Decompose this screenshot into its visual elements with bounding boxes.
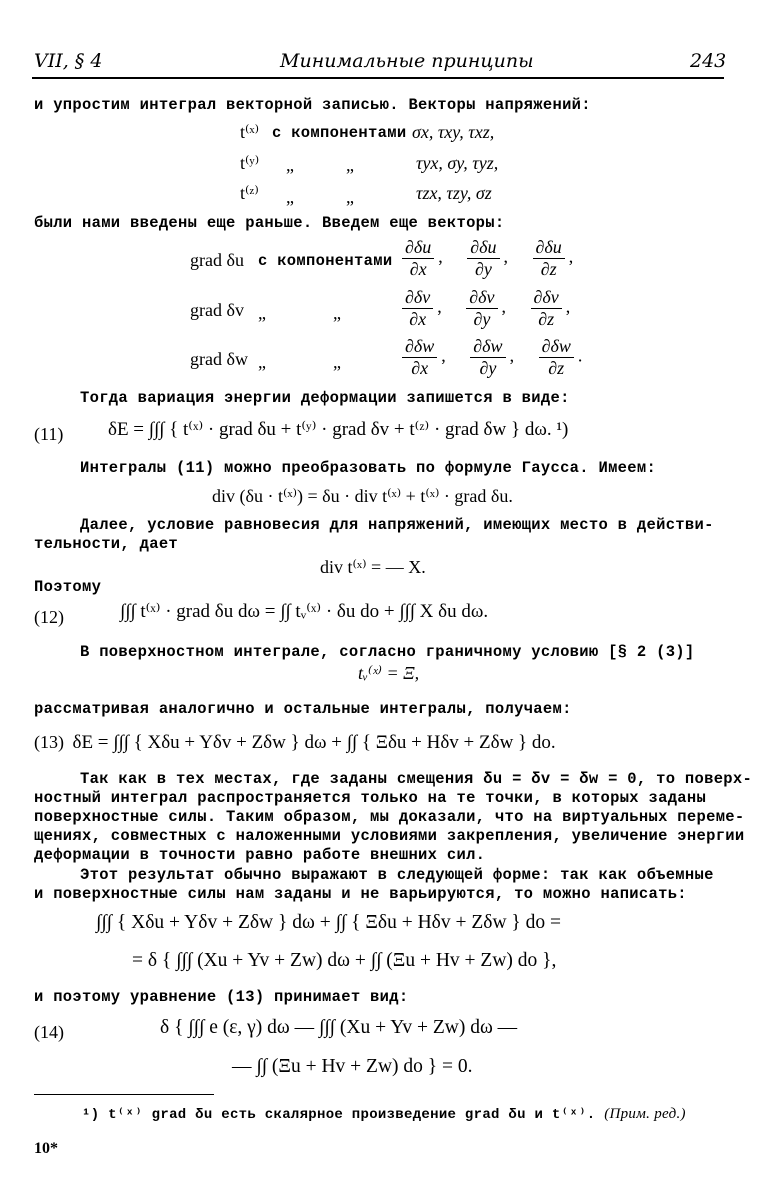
- vector-components: σx, τxy, τxz,: [412, 122, 495, 142]
- paragraph: Тогда вариация энергии деформации запишется в виде:: [80, 389, 570, 407]
- ditto-mark: „: [346, 155, 354, 175]
- equilibrium-formula: div t⁽ˣ⁾ = — X.: [320, 557, 426, 577]
- signature-mark: 10*: [34, 1140, 58, 1157]
- paragraph: щениях, совместных с наложенными условиями закрепления, увеличение энергии: [34, 827, 745, 845]
- ditto-mark: „: [286, 155, 294, 175]
- paragraph: Далее, условие равновесия для напряжений, имеющих место в действи-: [80, 516, 714, 534]
- equation-number: (12): [34, 607, 64, 627]
- vector-components: τzx, τzy, σz: [416, 183, 492, 203]
- ditto-mark: „: [346, 187, 354, 207]
- vector-name: t⁽ʸ⁾: [240, 153, 260, 173]
- paragraph: тельности, дает: [34, 535, 179, 553]
- paragraph: Так как в тех местах, где заданы смещения δu = δv = δw = 0, то поверх-: [80, 770, 753, 788]
- grad-components: $\frac{\partial\delta w}{\partial x}$ , $\frac{\partial\delta w}{\partial y}$ , $\frac{\partial\delta w}{\partial z}$ .: [398, 336, 582, 379]
- equation-13: (13) δE = ∫∫∫ { Xδu + Yδv + Zδw } dω + ∫∫ { Ξδu + Hδv + Zδw } do.: [34, 732, 556, 753]
- equation-14-line1: δ { ∫∫∫ e (ε, γ) dω — ∫∫∫ (Xu + Yv + Zw) dω —: [160, 1017, 518, 1038]
- equation-number: (11): [34, 424, 64, 444]
- paragraph: Интегралы (11) можно преобразовать по формуле Гаусса. Имеем:: [80, 459, 657, 477]
- boundary-condition: tᵥ⁽ˣ⁾ = Ξ,: [358, 663, 420, 683]
- header-title: Минимальные принципы: [280, 50, 534, 72]
- work-equation-line2: = δ { ∫∫∫ (Xu + Yv + Zw) dω + ∫∫ (Ξu + Hv + Zw) do },: [132, 950, 557, 971]
- grad-components: $\frac{\partial\delta u}{\partial x}$ , $\frac{\partial\delta u}{\partial y}$ , $\frac{\partial\delta u}{\partial z}$ ,: [398, 237, 573, 280]
- grad-name: grad δu: [190, 250, 244, 270]
- header-section: VII, § 4: [34, 50, 103, 72]
- paragraph: В поверхностном интеграле, согласно граничному условию [§ 2 (3)]: [80, 643, 695, 661]
- paragraph: Поэтому: [34, 578, 102, 596]
- footnote-note: (Прим. ред.): [604, 1106, 686, 1122]
- ditto-mark: „: [258, 352, 266, 372]
- footnote-rule: [34, 1094, 214, 1095]
- paragraph: были нами введены еще раньше. Введем еще векторы:: [34, 214, 505, 232]
- grad-name: grad δv: [190, 300, 244, 320]
- paragraph: деформации в точности равно работе внешних сил.: [34, 846, 486, 864]
- equation-12: ∫∫∫ t⁽ˣ⁾ · grad δu dω = ∫∫ tᵥ⁽ˣ⁾ · δu do + ∫∫∫ X δu dω.: [120, 601, 489, 622]
- footnote: [82, 1106, 686, 1123]
- paragraph: и упростим интеграл векторной записью. Векторы напряжений:: [34, 96, 591, 114]
- vector-components: τyx, σy, τyz,: [416, 153, 499, 173]
- paragraph: поверхностные силы. Таким образом, мы доказали, что на виртуальных переме-: [34, 808, 745, 826]
- paragraph: и поверхностные силы нам заданы и не варьируются, то можно написать:: [34, 885, 687, 903]
- grad-name: grad δw: [190, 349, 248, 369]
- paragraph: и поэтому уравнение (13) принимает вид:: [34, 988, 409, 1006]
- grad-label: с компонентами: [258, 252, 393, 270]
- gauss-formula: div (δu · t⁽ˣ⁾) = δu · div t⁽ˣ⁾ + t⁽ˣ⁾ · grad δu.: [212, 486, 513, 506]
- ditto-mark: „: [258, 303, 266, 323]
- ditto-mark: „: [333, 352, 341, 372]
- equation-14-line2: — ∫∫ (Ξu + Hv + Zw) do } = 0.: [232, 1056, 473, 1077]
- equation-11: δE = ∫∫∫ { t⁽ˣ⁾ · grad δu + t⁽ʸ⁾ · grad δv + t⁽ᶻ⁾ · grad δw } dω. ¹): [108, 419, 569, 440]
- paragraph: Этот результат обычно выражают в следующей форме: так как объемные: [80, 866, 714, 884]
- footnote-text: t⁽ˣ⁾ grad δu есть скалярное произведение grad δu и t⁽ˣ⁾.: [108, 1107, 596, 1123]
- vector-name: t⁽ˣ⁾: [240, 122, 260, 142]
- paragraph: рассматривая аналогично и остальные интегралы, получаем:: [34, 700, 572, 718]
- header-rule: [32, 77, 724, 79]
- paragraph: ностный интеграл распространяется только на те точки, в которых заданы: [34, 789, 707, 807]
- footnote-mark: ¹): [82, 1107, 100, 1123]
- vector-label: с компонентами: [272, 124, 407, 142]
- equation-number: (13): [34, 732, 64, 752]
- vector-name: t⁽ᶻ⁾: [240, 183, 259, 203]
- equation-number: (14): [34, 1022, 64, 1042]
- page-number: 243: [690, 50, 727, 72]
- grad-components: $\frac{\partial\delta v}{\partial x}$ , $\frac{\partial\delta v}{\partial y}$ , $\frac{\partial\delta v}{\partial z}$ ,: [398, 287, 570, 330]
- work-equation-line1: ∫∫∫ { Xδu + Yδv + Zδw } dω + ∫∫ { Ξδu + Hδv + Zδw } do =: [96, 912, 562, 933]
- ditto-mark: „: [286, 187, 294, 207]
- ditto-mark: „: [333, 303, 341, 323]
